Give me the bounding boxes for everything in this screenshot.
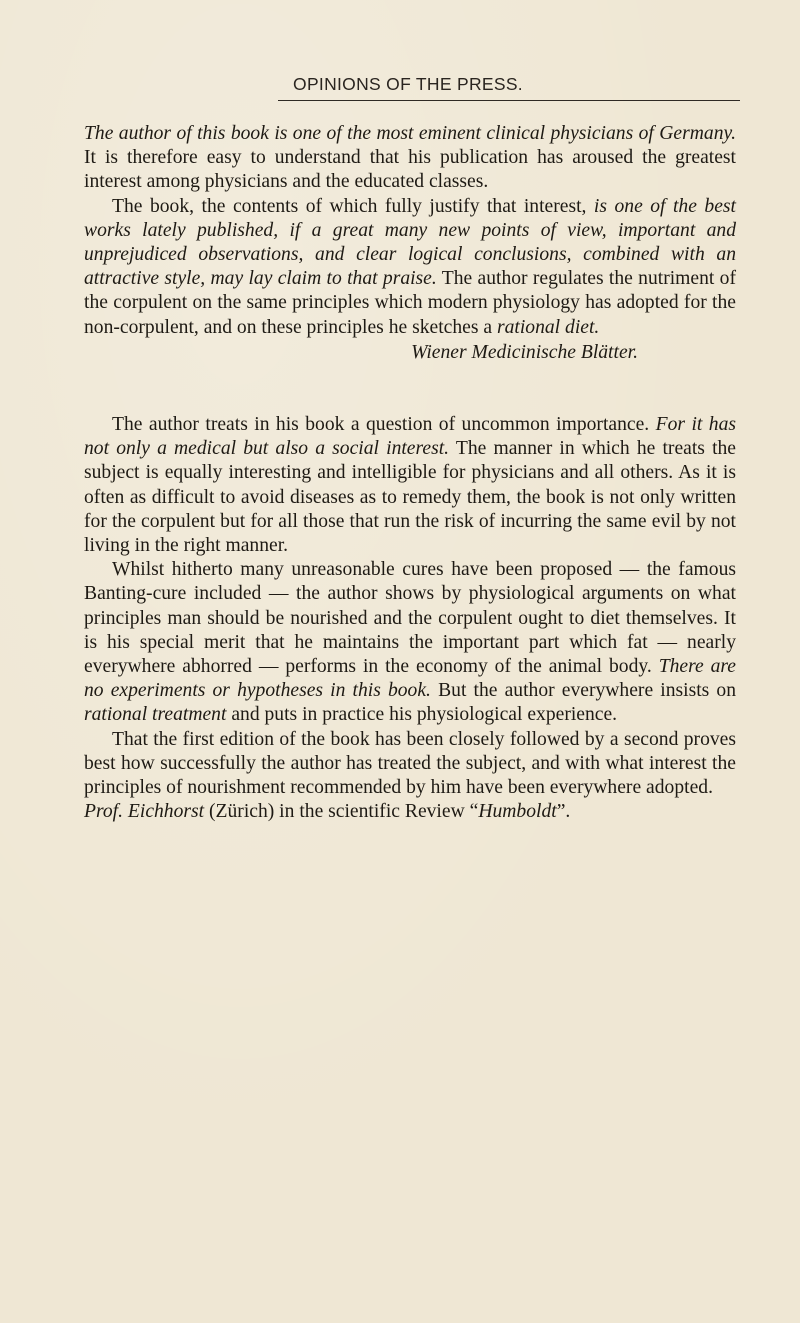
review-1-italic-claim: The author of this book is one of the most eminent clinical physicians of Germany. bbox=[84, 123, 736, 144]
review-1-paragraph-1 bbox=[84, 122, 736, 195]
review-1-text: It is therefore easy to understand that his publication has aroused the greatest interest among physicians and the educated classes. bbox=[84, 147, 736, 193]
review-2-source bbox=[84, 800, 736, 824]
review-2-italic-experiments: There are no experiments or hypotheses in this book. bbox=[84, 656, 737, 702]
review-2-source-journal: Humboldt bbox=[478, 801, 557, 823]
review-2-italic-treatment: rational treatment bbox=[84, 704, 227, 726]
header-rule bbox=[278, 100, 740, 101]
review-2-source-text: (Zürich) in the scientific Review “ bbox=[204, 801, 479, 823]
review-1-italic-diet: rational diet. bbox=[496, 316, 600, 338]
review-2-source-end: ”. bbox=[556, 801, 571, 823]
review-1-paragraph-2 bbox=[84, 195, 736, 340]
review-2-text: Whilst hitherto many unreasonable cures have been proposed — the famous Banting-cure included — the author shows by physiological arguments on what principles man should be nourished and the corpulent ought to diet themselves. It is his special merit that he maintains the important part which fat — nearly everywhere abhorred — performs in the economy of the animal body. bbox=[84, 559, 736, 678]
review-1-italic-praise: is one of the best works lately published, if a great many new points of view, important and unprejudiced observations, and clear logical conclusions, combined with an attractive style, may lay claim to that praise. bbox=[84, 195, 736, 290]
review-2-text: The manner in which he treats the subject is equally interesting and intelligible for physicians and all others. As it is often as difficult to avoid diseases as to remedy them, the book is not only written for the corpulent but for all those that run the risk of incurring the same evil by not living in the right manner. bbox=[84, 438, 737, 557]
review-2-paragraph-2 bbox=[84, 558, 736, 727]
running-title: OPINIONS OF THE PRESS. bbox=[293, 74, 523, 94]
page-body bbox=[84, 122, 736, 824]
review-2-text: The author treats in his book a question of uncommon importance. bbox=[112, 414, 656, 436]
review-2-text: and puts in practice his physiological experience. bbox=[226, 704, 618, 726]
review-1-text: The book, the contents of which fully justify that interest, bbox=[112, 195, 594, 217]
review-2-source-author: Prof. Eichhorst bbox=[84, 801, 205, 823]
review-2-paragraph-1 bbox=[84, 413, 736, 558]
review-2-paragraph-3: That the first edition of the book has been closely followed by a second proves best how successfully the author has treated the subject, and with what interest the principles of nourishment recommended by him have been everywhere adopted. bbox=[84, 728, 736, 799]
review-1-text: The author regulates the nutriment of the corpulent on the same principles which modern physiology has adopted for the non-corpulent, and on these principles he sketches a bbox=[84, 268, 736, 338]
review-1-source: Wiener Medicinische Blätter. bbox=[411, 341, 638, 363]
review-2-text: But the author everywhere insists on bbox=[430, 680, 736, 702]
review-2-italic-social: For it has not only a medical but also a social interest. bbox=[84, 414, 736, 460]
